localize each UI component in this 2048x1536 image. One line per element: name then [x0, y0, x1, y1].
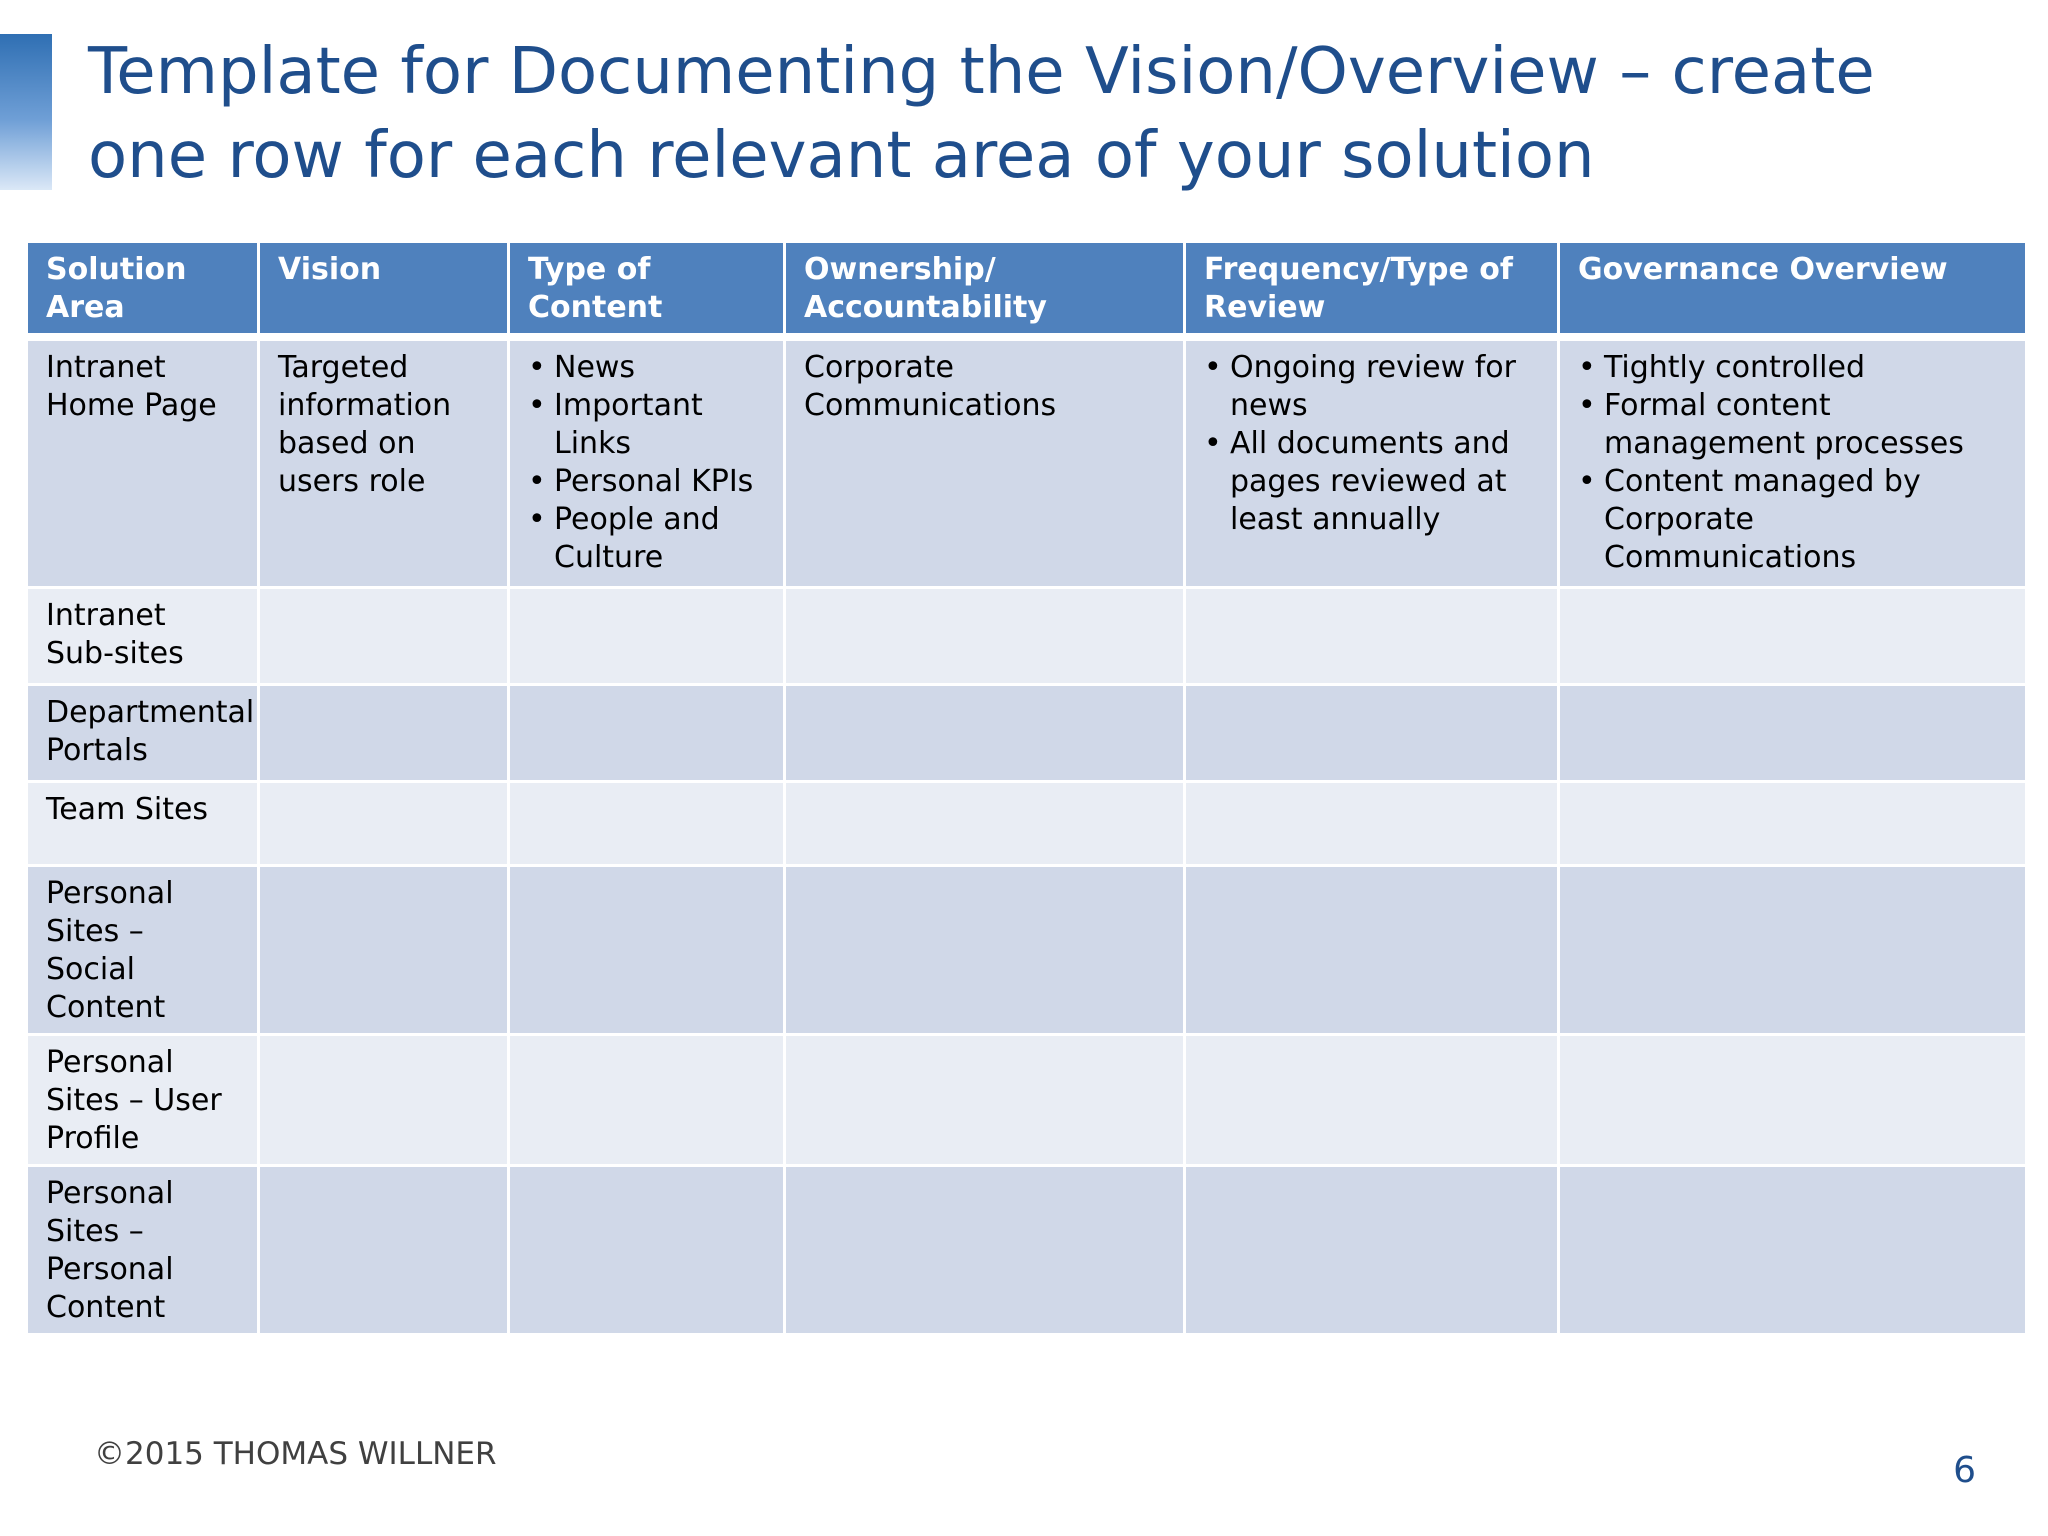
list-item: • People and Culture [528, 501, 765, 577]
table-row [27, 684, 2027, 781]
table-row [27, 587, 2027, 684]
list-item: • Formal content management processes [1578, 387, 2007, 463]
table-header-row [27, 242, 2027, 338]
cell-vision: Targeted information based on users role [259, 337, 509, 587]
cell-type-of-content [509, 865, 785, 1034]
cell-type-of-content [509, 781, 785, 865]
cell-type-of-content [509, 587, 785, 684]
header-type-of-content: Type of Content [509, 242, 785, 338]
cell-governance [1559, 337, 2027, 587]
cell-governance [1559, 587, 2027, 684]
governance-list [1578, 349, 2007, 577]
cell-vision [259, 865, 509, 1034]
cell-solution-area: Intranet Sub-sites [27, 587, 259, 684]
cell-ownership: Corporate Communications [785, 337, 1185, 587]
cell-type-of-content [509, 1034, 785, 1165]
cell-vision [259, 781, 509, 865]
list-item: • Important Links [528, 387, 765, 463]
vision-overview-table [25, 240, 2028, 1336]
cell-governance [1559, 684, 2027, 781]
list-item: • Tightly controlled [1578, 349, 2007, 387]
list-item: • Personal KPIs [528, 463, 765, 501]
cell-solution-area: Personal Sites – Personal Content [27, 1165, 259, 1334]
cell-frequency [1185, 337, 1559, 587]
cell-frequency [1185, 865, 1559, 1034]
header-solution-area: Solution Area [27, 242, 259, 338]
list-item: • Ongoing review for news [1204, 349, 1539, 425]
vision-overview-table-container [25, 240, 2025, 1336]
header-frequency-type-of-review: Frequency/Type of Review [1185, 242, 1559, 338]
cell-vision [259, 684, 509, 781]
cell-type-of-content [509, 684, 785, 781]
cell-governance [1559, 865, 2027, 1034]
list-item: • Content managed by Corporate Communications [1578, 463, 2007, 577]
cell-ownership [785, 684, 1185, 781]
page-number: 6 [1953, 1450, 1976, 1491]
header-vision: Vision [259, 242, 509, 338]
cell-ownership [785, 865, 1185, 1034]
cell-solution-area: Team Sites [27, 781, 259, 865]
cell-ownership [785, 1165, 1185, 1334]
cell-vision [259, 587, 509, 684]
copyright-footer: ©2015 THOMAS WILLNER [94, 1436, 497, 1472]
table-row [27, 1034, 2027, 1165]
type-of-content-list [528, 349, 765, 577]
list-item: • All documents and pages reviewed at least annually [1204, 425, 1539, 539]
header-ownership-accountability: Ownership/ Accountability [785, 242, 1185, 338]
cell-ownership [785, 587, 1185, 684]
cell-vision [259, 1034, 509, 1165]
header-governance-overview: Governance Overview [1559, 242, 2027, 338]
table-row [27, 781, 2027, 865]
cell-type-of-content [509, 337, 785, 587]
table-row [27, 337, 2027, 587]
frequency-list [1204, 349, 1539, 539]
cell-governance [1559, 1165, 2027, 1334]
cell-ownership [785, 1034, 1185, 1165]
cell-ownership [785, 781, 1185, 865]
cell-frequency [1185, 587, 1559, 684]
cell-governance [1559, 1034, 2027, 1165]
cell-frequency [1185, 684, 1559, 781]
title-accent-bar [0, 34, 52, 190]
table-row [27, 1165, 2027, 1334]
slide-title: Template for Documenting the Vision/Overview – create one row for each relevant area of your solution [88, 35, 1875, 193]
list-item: • News [528, 349, 765, 387]
cell-solution-area: Personal Sites – User Profile [27, 1034, 259, 1165]
cell-governance [1559, 781, 2027, 865]
cell-frequency [1185, 1034, 1559, 1165]
table-row [27, 865, 2027, 1034]
cell-frequency [1185, 781, 1559, 865]
cell-solution-area: Intranet Home Page [27, 337, 259, 587]
cell-type-of-content [509, 1165, 785, 1334]
cell-vision [259, 1165, 509, 1334]
cell-solution-area: Personal Sites – Social Content [27, 865, 259, 1034]
cell-frequency [1185, 1165, 1559, 1334]
cell-solution-area: Departmental Portals [27, 684, 259, 781]
